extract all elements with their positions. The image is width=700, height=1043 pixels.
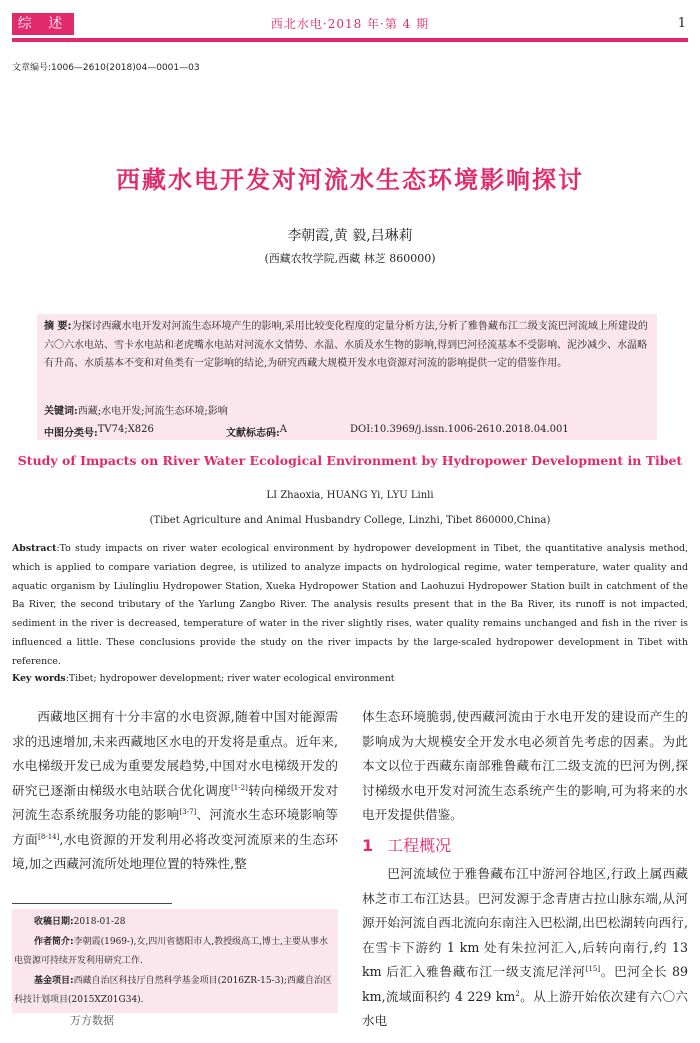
doc-code-label: 文献标志码: [226,428,280,439]
footnote-author: 作者简介:李朝霞(1969-),女,四川省德阳市人,教授级高工,博士,主要从事水电资源可持续开发利用研究工作. [14,937,328,966]
clc-value: TV74;X826 [97,424,154,435]
affiliation-chinese: (西藏农牧学院,西藏 林芝 860000) [264,252,436,265]
keywords-english [12,673,395,684]
citation: [15] [585,964,601,973]
article-number: 文章编号:1006—2610(2018)04—0001—03 [12,63,200,73]
title-chinese: 西藏水电开发对河流水生态环境影响探讨 [116,166,584,194]
watermark: 万方数据 [70,1014,114,1027]
abstract-english [12,540,688,672]
abstract-en-label: Abstract [12,543,57,554]
abstract-text: 为探讨西藏水电开发对河流生态环境产生的影响,采用比较变化程度的定量分析方法,分析了雅鲁藏布江二级支流巴河流域上所建设的六〇六水电站、雪卡水电站和老虎嘴水电站对河流水文情势、水温、水质及水生物的影响,得到巴河径流基本不受影响、泥沙减少、水温略有升高、水质基本不变和对鱼类有一定影响的结论,为研究西藏大规模开发水电资源对河流的影响提供一定的借鉴作用。 [44,321,648,369]
doi: DOI:10.3969/j.issn.1006-2610.2018.04.001 [350,424,569,435]
intro-paragraph: 西藏地区拥有十分丰富的水电资源,随着中国对能源需求的迅速增加,未来西藏地区水电的开发将是重点。近年来,水电梯级开发已成为重要发展趋势,中国对水电梯级开发的研究已逐渐由梯级水电站联合优化调度[1-2]转向梯级开发对河流生态系统服务功能的影响[3-7]、河流水生态环境影响等方面[8-14],水电资源的开发利用必将改变河流原来的生态环境,加之西藏河流所处地理位置的特殊性,整 [12,709,339,871]
journal-header: 西北水电·2018 年·第 4 期 [270,17,430,31]
keywords-en-label: Key words [12,673,66,684]
clc-label: 中图分类号: [44,428,98,439]
section1-paragraph: 巴河流域位于雅鲁藏布江中游河谷地区,行政上属西藏林芝市工布江达县。巴河发源于念青唐古拉山脉东端,从河源开始河流自西北流向东南注入巴松湖,出巴松湖转向西行,在雪卡下游约 1 km 处有朱拉河汇入,后转向南行,约 13 km 后汇入雅鲁藏布江一级支流尼洋河[15]。巴河全长 89 km,流域面积约 4 229 $km^2$。从上游开始依次建有六〇六水电 [362,866,689,1028]
keywords-en-text: :Tibet; hydropower development; river water ecological environment [65,673,395,684]
abstract-en-text: :To study impacts on river water ecological environment by hydropower development in Tibet, the quantitative analysis method, which is applied to compare variation degree, is utilized to analyze impacts on hydrological regime, water temperature, water quality and aquatic organism by Liulingliu Hydropower Station, Xueka Hydropower Station and Laohuzui Hydropower Station built in catchment of the Ba River, the second tributary of the Yarlung Zangbo River. The analysis results present that in the Ba River, its runoff is not impacted, sediment in the river is decreased, temperature of water in the river slightly rises, water quality remains unchanged and fish in the river is influenced a little. These conclusions provide the study on the river impacts by the large-scaled hydropower development in Tibet with reference. [12,543,688,667]
authors-english: LI Zhaoxia, HUANG Yi, LYU Linli [266,490,434,501]
citation: [3-7] [179,807,197,816]
citation: [1-2] [231,783,248,792]
section-number: 1 [362,835,374,855]
title-english: Study of Impacts on River Water Ecological Environment by Hydropower Development in Tibet [17,453,683,468]
affiliation-english: (Tibet Agriculture and Animal Husbandry College, Linzhi, Tibet 860000,China) [149,515,551,526]
body-left-column [12,705,338,877]
section-tag: 综 述 [12,13,74,35]
superscript: 2 [515,989,520,998]
footnote-rule [12,903,172,904]
authors-chinese: 李朝霞,黄 毅,吕琳莉 [287,228,413,244]
page-number: 1 [677,16,686,31]
footnote-received: 收稿日期:2018-01-28 [34,917,126,927]
intro-continued: 体生态环境脆弱,使西藏河流由于水电开发的建设而产生的影响成为大规模安全开发水电必须首先考虑的因素。为此本文以位于西藏东南部雅鲁藏布江二级支流的巴河为例,探讨梯级水电开发对河流生态系统产生的影响,可为将来的水电开发提供借鉴。 [362,709,688,822]
section-heading [362,834,688,859]
citation: [8-14] [38,832,60,841]
keywords-text: 西藏;水电开发;河流生态环境;影响 [77,406,228,417]
body-right-column [362,705,688,1034]
footnote-fund: 基金项目:西藏自治区科技厅自然科学基金项目(2016ZR-15-3);西藏自治区科技计划项目(2015XZ01G34). [14,976,332,1005]
abstract-label: 摘 要: [44,321,72,332]
header-rule [12,38,688,42]
abstract-chinese [44,318,654,374]
keywords-chinese [44,402,228,417]
section-title: 工程概况 [387,835,452,855]
keywords-label: 关键词: [44,406,78,417]
doc-code-value: A [279,424,287,435]
